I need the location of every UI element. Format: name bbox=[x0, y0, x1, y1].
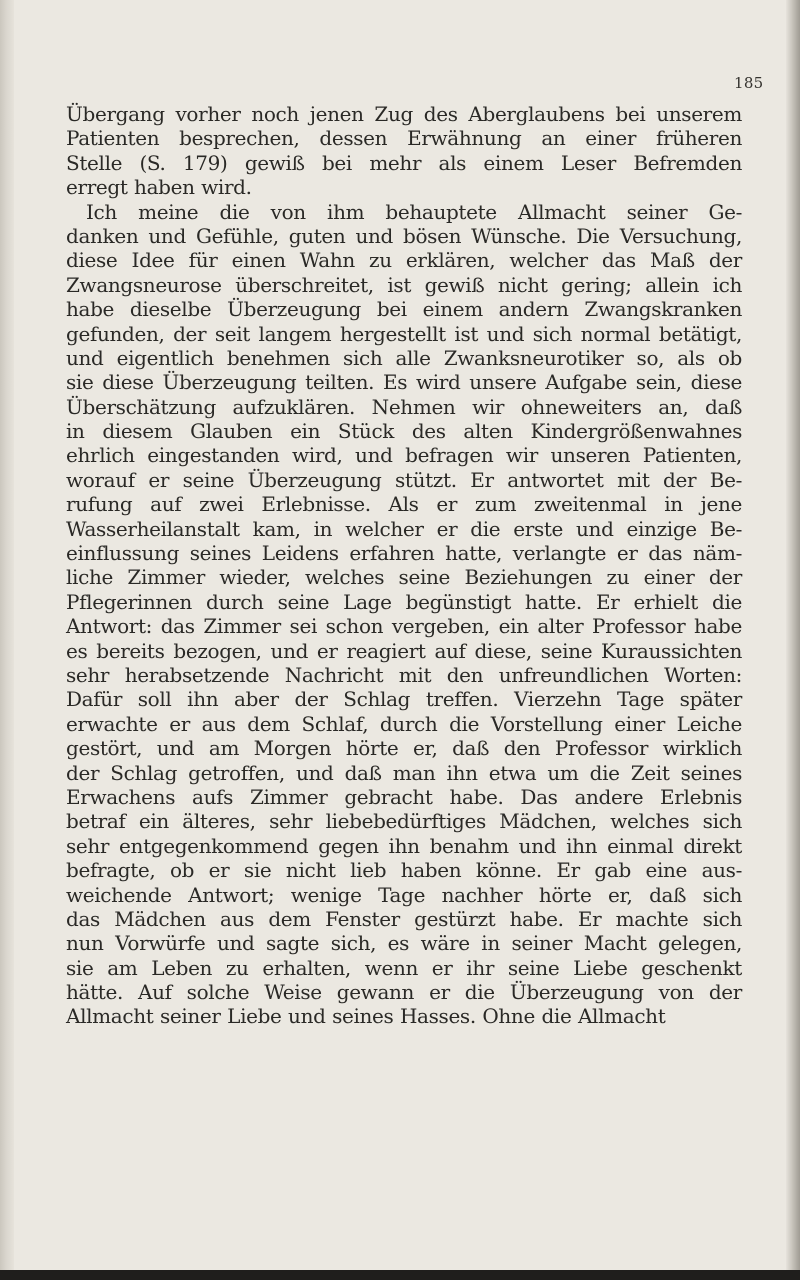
text-line: Patienten besprechen, dessen Erwähnung an einer früheren bbox=[66, 126, 742, 151]
text-line: hätte. Auf solche Weise gewann er die Überzeugung von der bbox=[66, 980, 742, 1005]
text-line: einflussung seines Leidens erfahren hatte, verlangte er das näm- bbox=[66, 541, 742, 566]
text-line: Pflegerinnen durch seine Lage begünstigt hatte. Er erhielt die bbox=[66, 589, 742, 614]
text-line: nun Vorwürfe und sagte sich, es wäre in seiner Macht gelegen, bbox=[66, 931, 742, 956]
text-line: sie diese Überzeugung teilten. Es wird unsere Aufgabe sein, diese bbox=[66, 370, 742, 395]
text-line: Dafür soll ihn aber der Schlag treffen. Vierzehn Tage später bbox=[66, 687, 742, 712]
text-line: gefunden, der seit langem hergestellt ist und sich normal betätigt, bbox=[66, 321, 742, 346]
text-line: gestört, und am Morgen hörte er, daß den Professor wirklich bbox=[66, 736, 742, 761]
text-line: habe dieselbe Überzeugung bei einem andern Zwangskranken bbox=[66, 297, 742, 322]
text-line: befragte, ob er sie nicht lieb haben könne. Er gab eine aus- bbox=[66, 858, 742, 883]
text-line: betraf ein älteres, sehr liebebedürftiges Mädchen, welches sich bbox=[66, 809, 742, 834]
text-line: erwachte er aus dem Schlaf, durch die Vorstellung einer Leiche bbox=[66, 711, 742, 736]
text-line: Übergang vorher noch jenen Zug des Aberglaubens bei unserem bbox=[66, 102, 742, 126]
text-line: Allmacht seiner Liebe und seines Hasses. Ohne die Allmacht bbox=[66, 1004, 666, 1029]
text-line: erregt haben wird. bbox=[66, 175, 252, 200]
text-line: es bereits bezogen, und er reagiert auf diese, seine Kuraussichten bbox=[66, 638, 742, 663]
page-bottom-edge bbox=[0, 1270, 800, 1280]
text-line: Erwachens aufs Zimmer gebracht habe. Das andere Erlebnis bbox=[66, 784, 742, 809]
text-line: der Schlag getroffen, und daß man ihn etwa um die Zeit seines bbox=[66, 760, 742, 785]
text-line: sehr herabsetzende Nachricht mit den unfreundlichen Worten: bbox=[66, 662, 742, 687]
text-line: und eigentlich benehmen sich alle Zwanksneurotiker so, als ob bbox=[66, 345, 742, 370]
text-line: Ich meine die von ihm behauptete Allmacht seiner Ge- bbox=[86, 199, 742, 224]
text-line: ehrlich eingestanden wird, und befragen wir unseren Patienten, bbox=[66, 443, 742, 468]
page-right-edge bbox=[786, 0, 800, 1280]
text-line: rufung auf zwei Erlebnisse. Als er zum zweitenmal in jene bbox=[66, 492, 742, 517]
text-line: Überschätzung aufzuklären. Nehmen wir ohneweiters an, daß bbox=[66, 394, 742, 419]
text-line: sehr entgegenkommend gegen ihn benahm und ihn einmal direkt bbox=[66, 833, 742, 858]
body-text bbox=[66, 102, 742, 1029]
text-line: worauf er seine Überzeugung stützt. Er antwortet mit der Be- bbox=[66, 467, 742, 492]
text-line: Antwort: das Zimmer sei schon vergeben, ein alter Professor habe bbox=[66, 614, 742, 639]
text-line: Stelle (S. 179) gewiß bei mehr als einem Leser Befremden bbox=[66, 150, 742, 175]
text-line: in diesem Glauben ein Stück des alten Kindergrößenwahnes bbox=[66, 419, 742, 444]
text-line: Zwangsneurose überschreitet, ist gewiß nicht gering; allein ich bbox=[66, 272, 742, 297]
text-line: sie am Leben zu erhalten, wenn er ihr seine Liebe geschenkt bbox=[66, 955, 742, 980]
text-line: weichende Antwort; wenige Tage nachher hörte er, daß sich bbox=[66, 882, 742, 907]
text-line: diese Idee für einen Wahn zu erklären, welcher das Maß der bbox=[66, 248, 742, 273]
text-line: das Mädchen aus dem Fenster gestürzt habe. Er machte sich bbox=[66, 906, 742, 931]
page-number: 185 bbox=[734, 74, 764, 92]
text-line: danken und Gefühle, guten und bösen Wünsche. Die Versuchung, bbox=[66, 223, 742, 248]
page-left-shadow bbox=[0, 0, 14, 1280]
text-line: Wasserheilanstalt kam, in welcher er die erste und einzige Be- bbox=[66, 516, 742, 541]
text-line: liche Zimmer wieder, welches seine Beziehungen zu einer der bbox=[66, 565, 742, 590]
